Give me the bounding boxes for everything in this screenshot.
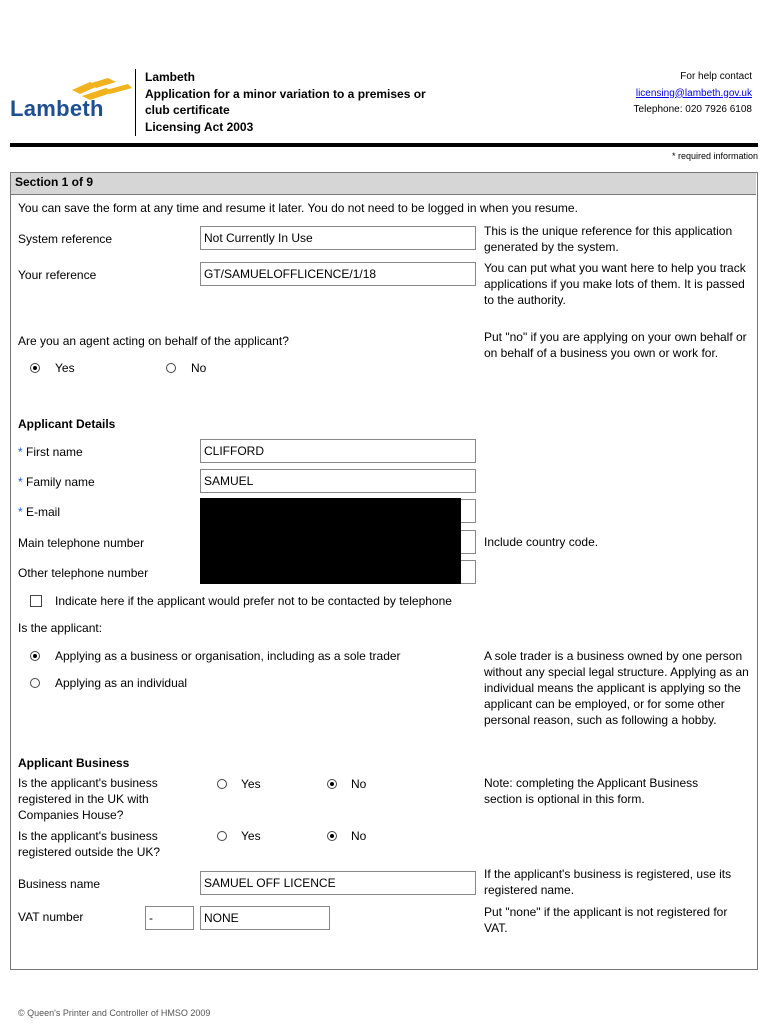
first-name-label: [18, 445, 83, 459]
uk-registered-no-radio[interactable]: [327, 779, 337, 789]
system-reference-input[interactable]: Not Currently In Use: [200, 226, 476, 250]
agent-yes-radio[interactable]: [30, 363, 40, 373]
agent-no-radio[interactable]: [166, 363, 176, 373]
applicant-type-note: A sole trader is a business owned by one person without any special legal structure. Applying as an individual means the applicant is applying so the applicant can be employed, or for some other personal reason, such as following a hobby.: [484, 649, 749, 727]
title-line-2: Application for a minor variation to a premises or: [145, 86, 426, 101]
email-label: [18, 505, 60, 519]
applicant-business-label: Applying as a business or organisation, including as a sole trader: [55, 649, 401, 663]
your-reference-note: You can put what you want here to help you track applications if you make lots of them. It is passed to the authority.: [484, 261, 746, 307]
uk-registered-yes-radio[interactable]: [217, 779, 227, 789]
required-star: *: [18, 475, 23, 489]
uk-registered-yes-label: Yes: [241, 777, 261, 791]
help-contact: [512, 69, 752, 119]
outside-uk-yes-radio[interactable]: [217, 831, 227, 841]
applicant-type-question: Is the applicant:: [18, 621, 103, 635]
system-reference-note: This is the unique reference for this application generated by the system.: [484, 224, 733, 254]
outside-uk-no-label: No: [351, 829, 367, 843]
header-divider: [135, 69, 136, 136]
agent-note: Put "no" if you are applying on your own behalf or on behalf of a business you own or work for.: [484, 330, 747, 360]
applicant-individual-label: Applying as an individual: [55, 676, 188, 690]
title-line-3: club certificate: [145, 103, 230, 117]
required-info: * required information: [671, 151, 758, 161]
outside-uk-yes-label: Yes: [241, 829, 261, 843]
business-name-label: Business name: [18, 877, 101, 891]
uk-registered-question: Is the applicant's business registered in the UK with Companies House?: [18, 776, 158, 822]
applicant-business-radio[interactable]: [30, 651, 40, 661]
main-phone-note: Include country code.: [484, 535, 599, 549]
section-header: Section 1 of 9: [11, 173, 756, 195]
help-label: For help contact: [680, 71, 752, 82]
no-phone-contact-checkbox[interactable]: [30, 595, 42, 607]
logo-text: Lambeth: [10, 96, 104, 121]
redacted-contact-block: [200, 498, 461, 584]
section-intro: You can save the form at any time and resume it later. You do not need to be logged in when you resume.: [18, 201, 578, 215]
lambeth-logo: [10, 76, 132, 124]
required-star: *: [18, 505, 23, 519]
uk-registered-no-label: No: [351, 777, 367, 791]
family-name-text: Family name: [26, 475, 95, 489]
vat-number-input[interactable]: NONE: [200, 906, 330, 930]
family-name-input[interactable]: SAMUEL: [200, 469, 476, 493]
header-rule: [10, 143, 758, 147]
agent-question: Are you an agent acting on behalf of the applicant?: [18, 334, 289, 348]
business-name-note: If the applicant's business is registered, use its registered name.: [484, 867, 732, 897]
required-star: *: [18, 445, 23, 459]
title-line-1: Lambeth: [145, 70, 196, 84]
your-reference-label: Your reference: [18, 268, 97, 282]
vat-prefix-input[interactable]: -: [145, 906, 194, 930]
business-name-input[interactable]: SAMUEL OFF LICENCE: [200, 871, 476, 895]
agent-no-label: No: [191, 361, 207, 375]
family-name-label: [18, 475, 95, 489]
footer-copyright: © Queen's Printer and Controller of HMSO 2009: [18, 1008, 211, 1018]
email-text: E-mail: [26, 505, 61, 519]
title-line-4: Licensing Act 2003: [145, 119, 254, 134]
no-phone-contact-label: Indicate here if the applicant would prefer not to be contacted by telephone: [55, 594, 452, 608]
applicant-details-heading: Applicant Details: [18, 417, 116, 431]
help-email-link[interactable]: licensing@lambeth.gov.uk: [635, 87, 752, 99]
first-name-text: First name: [26, 445, 83, 459]
first-name-input[interactable]: CLIFFORD: [200, 439, 476, 463]
outside-uk-no-radio[interactable]: [327, 831, 337, 841]
other-phone-label: Other telephone number: [18, 566, 149, 580]
help-telephone: Telephone: 020 7926 6108: [633, 104, 752, 115]
vat-number-label: VAT number: [18, 910, 84, 924]
agent-yes-label: Yes: [55, 361, 75, 375]
outside-uk-question: Is the applicant's business registered outside the UK?: [18, 829, 161, 859]
vat-note: Put "none" if the applicant is not registered for VAT.: [484, 905, 728, 935]
applicant-business-note: Note: completing the Applicant Business section is optional in this form.: [484, 776, 699, 806]
applicant-individual-radio[interactable]: [30, 678, 40, 688]
form-title: [145, 69, 485, 135]
your-reference-input[interactable]: GT/SAMUELOFFLICENCE/1/18: [200, 262, 476, 286]
main-phone-label: Main telephone number: [18, 536, 145, 550]
system-reference-label: System reference: [18, 232, 113, 246]
applicant-business-heading: Applicant Business: [18, 756, 130, 770]
